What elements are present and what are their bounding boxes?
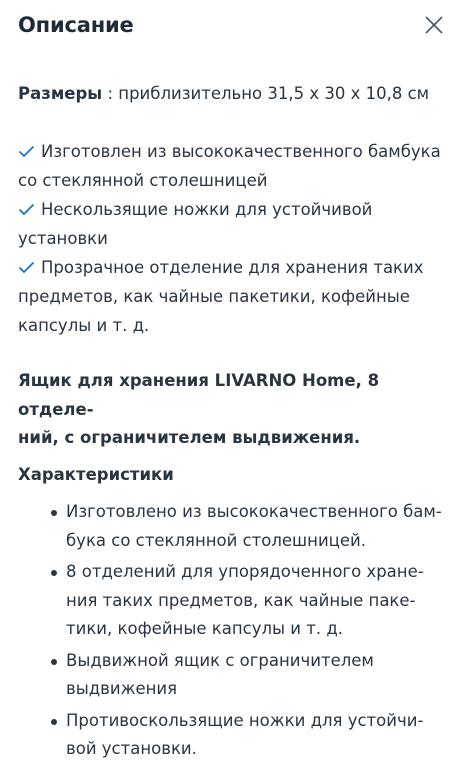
product-name xyxy=(18,367,448,453)
characteristic-item xyxy=(18,498,448,555)
feature-line: Прозрачное отделение для хранения таких xyxy=(41,257,424,277)
feature-line: Изготовлен из высококачественного бамбука xyxy=(41,141,441,161)
feature-item xyxy=(18,196,448,254)
sizes-label: Размеры xyxy=(18,84,103,103)
bullet-icon xyxy=(51,510,57,516)
sizes-value: : приблизительно 31,5 x 30 x 10,8 см xyxy=(102,84,430,103)
bullet-icon xyxy=(51,659,57,665)
bullet-icon xyxy=(51,719,57,725)
close-button[interactable] xyxy=(420,11,448,39)
feature-list xyxy=(18,138,448,341)
characteristic-line: бука со стеклянной столешницей. xyxy=(66,530,367,550)
characteristic-item xyxy=(18,647,448,704)
checkmark-icon xyxy=(18,255,35,284)
characteristic-line: 8 отделений для упорядоченного хране- xyxy=(66,562,424,581)
feature-line: установки xyxy=(18,229,108,248)
characteristic-line: Выдвижной ящик с ограничителем xyxy=(66,650,374,670)
characteristic-line: Противоскользящие ножки для устойчи- xyxy=(66,710,424,730)
feature-line: со стеклянной столешницей xyxy=(18,171,268,190)
characteristic-line: выдвижения xyxy=(66,679,178,698)
feature-item xyxy=(18,138,448,196)
characteristic-item xyxy=(18,558,448,644)
characteristic-line: тики, кофейные капсулы и т. д. xyxy=(66,619,344,638)
characteristic-line: вой установки. xyxy=(66,739,197,758)
bullet-icon xyxy=(51,570,57,576)
close-icon[interactable] xyxy=(420,11,448,39)
sizes-line xyxy=(18,80,448,109)
description-content xyxy=(18,80,448,767)
characteristics-heading: Характеристики xyxy=(18,464,174,484)
characteristic-item xyxy=(18,707,448,764)
modal-header xyxy=(0,0,468,56)
feature-line: предметов, как чайные пакетики, кофейные xyxy=(18,287,410,306)
checkmark-icon xyxy=(18,139,35,168)
feature-item xyxy=(18,254,448,341)
feature-line: Нескользящие ножки для устойчивой xyxy=(41,199,373,219)
product-line: Ящик для хранения LIVARNO Home, 8 отделе- xyxy=(18,371,380,419)
characteristic-line: Изготовлено из высококачественного бам- xyxy=(66,502,442,521)
feature-line: капсулы и т. д. xyxy=(18,315,150,335)
product-line: ний, с ограничителем выдвижения. xyxy=(18,428,361,447)
characteristics-list xyxy=(18,498,448,764)
characteristic-line: ния таких предметов, как чайные паке- xyxy=(66,590,416,610)
modal-title: Описание xyxy=(18,13,134,37)
checkmark-icon xyxy=(18,197,35,226)
